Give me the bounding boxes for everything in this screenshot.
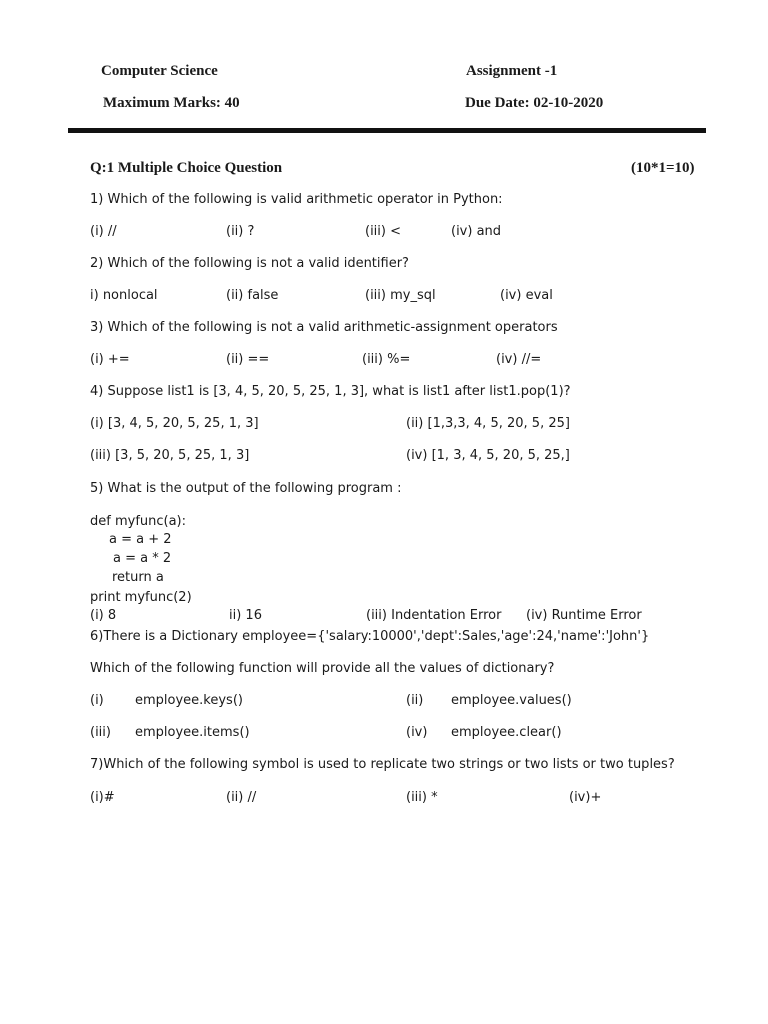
max-marks-label: Maximum Marks: 40 [103,95,240,111]
q7-option-1: (i)# [90,790,115,805]
q6-option-3-num: (iii) [90,725,111,740]
question-6: 6)There is a Dictionary employee={'salary:10000','dept':Sales,'age':24,'name':'John'} [90,629,650,644]
question-2: 2) Which of the following is not a valid identifier? [90,256,409,271]
q6-option-2-num: (ii) [406,693,424,708]
question-5: 5) What is the output of the following program : [90,481,402,496]
section-title: Q:1 Multiple Choice Question [90,160,283,176]
q5-code-line-3: a = a * 2 [113,551,172,566]
q1-option-1: (i) // [90,224,117,239]
q5-code-line-2: a = a + 2 [109,532,172,547]
q2-option-1: i) nonlocal [90,288,158,303]
q4-option-3: (iii) [3, 5, 20, 5, 25, 1, 3] [90,448,250,463]
q5-code-line-4: return a [112,570,164,585]
q7-option-3: (iii) * [406,790,438,805]
q5-option-2: ii) 16 [229,608,262,623]
q6-option-4-num: (iv) [406,725,428,740]
q3-option-2: (ii) == [226,352,270,367]
question-7: 7)Which of the following symbol is used to replicate two strings or two lists or two tuples? [90,757,675,772]
question-3: 3) Which of the following is not a valid arithmetic-assignment operators [90,320,558,335]
q5-code-line-1: def myfunc(a): [90,514,187,529]
q5-option-1: (i) 8 [90,608,117,623]
q1-option-3: (iii) < [365,224,402,239]
q5-option-4: (iv) Runtime Error [526,608,642,623]
q4-option-4: (iv) [1, 3, 4, 5, 20, 5, 25,] [406,448,570,463]
section-marks: (10*1=10) [631,160,695,176]
question-1: 1) Which of the following is valid arithmetic operator in Python: [90,192,503,207]
q3-option-4: (iv) //= [496,352,542,367]
q6-option-3-value: employee.items() [135,725,250,740]
q4-option-1: (i) [3, 4, 5, 20, 5, 25, 1, 3] [90,416,259,431]
q4-option-2: (ii) [1,3,3, 4, 5, 20, 5, 25] [406,416,570,431]
question-6-subtext: Which of the following function will provide all the values of dictionary? [90,661,555,676]
q3-option-1: (i) += [90,352,130,367]
q2-option-4: (iv) eval [500,288,553,303]
q6-option-1-value: employee.keys() [135,693,243,708]
q6-option-4-value: employee.clear() [451,725,562,740]
q5-code-line-5: print myfunc(2) [90,590,192,605]
q7-option-2: (ii) // [226,790,257,805]
q2-option-2: (ii) false [226,288,279,303]
q3-option-3: (iii) %= [362,352,411,367]
q2-option-3: (iii) my_sql [365,288,436,303]
q1-option-4: (iv) and [451,224,502,239]
due-date-label: Due Date: 02-10-2020 [465,95,604,111]
subject-label: Computer Science [101,63,218,79]
question-4: 4) Suppose list1 is [3, 4, 5, 20, 5, 25, 1, 3], what is list1 after list1.pop(1)? [90,384,571,399]
q7-option-4: (iv)+ [569,790,602,805]
assignment-label: Assignment -1 [466,63,558,79]
q6-option-2-value: employee.values() [451,693,572,708]
header-divider [68,128,706,133]
q6-option-1-num: (i) [90,693,104,708]
q1-option-2: (ii) ? [226,224,255,239]
q5-option-3: (iii) Indentation Error [366,608,502,623]
